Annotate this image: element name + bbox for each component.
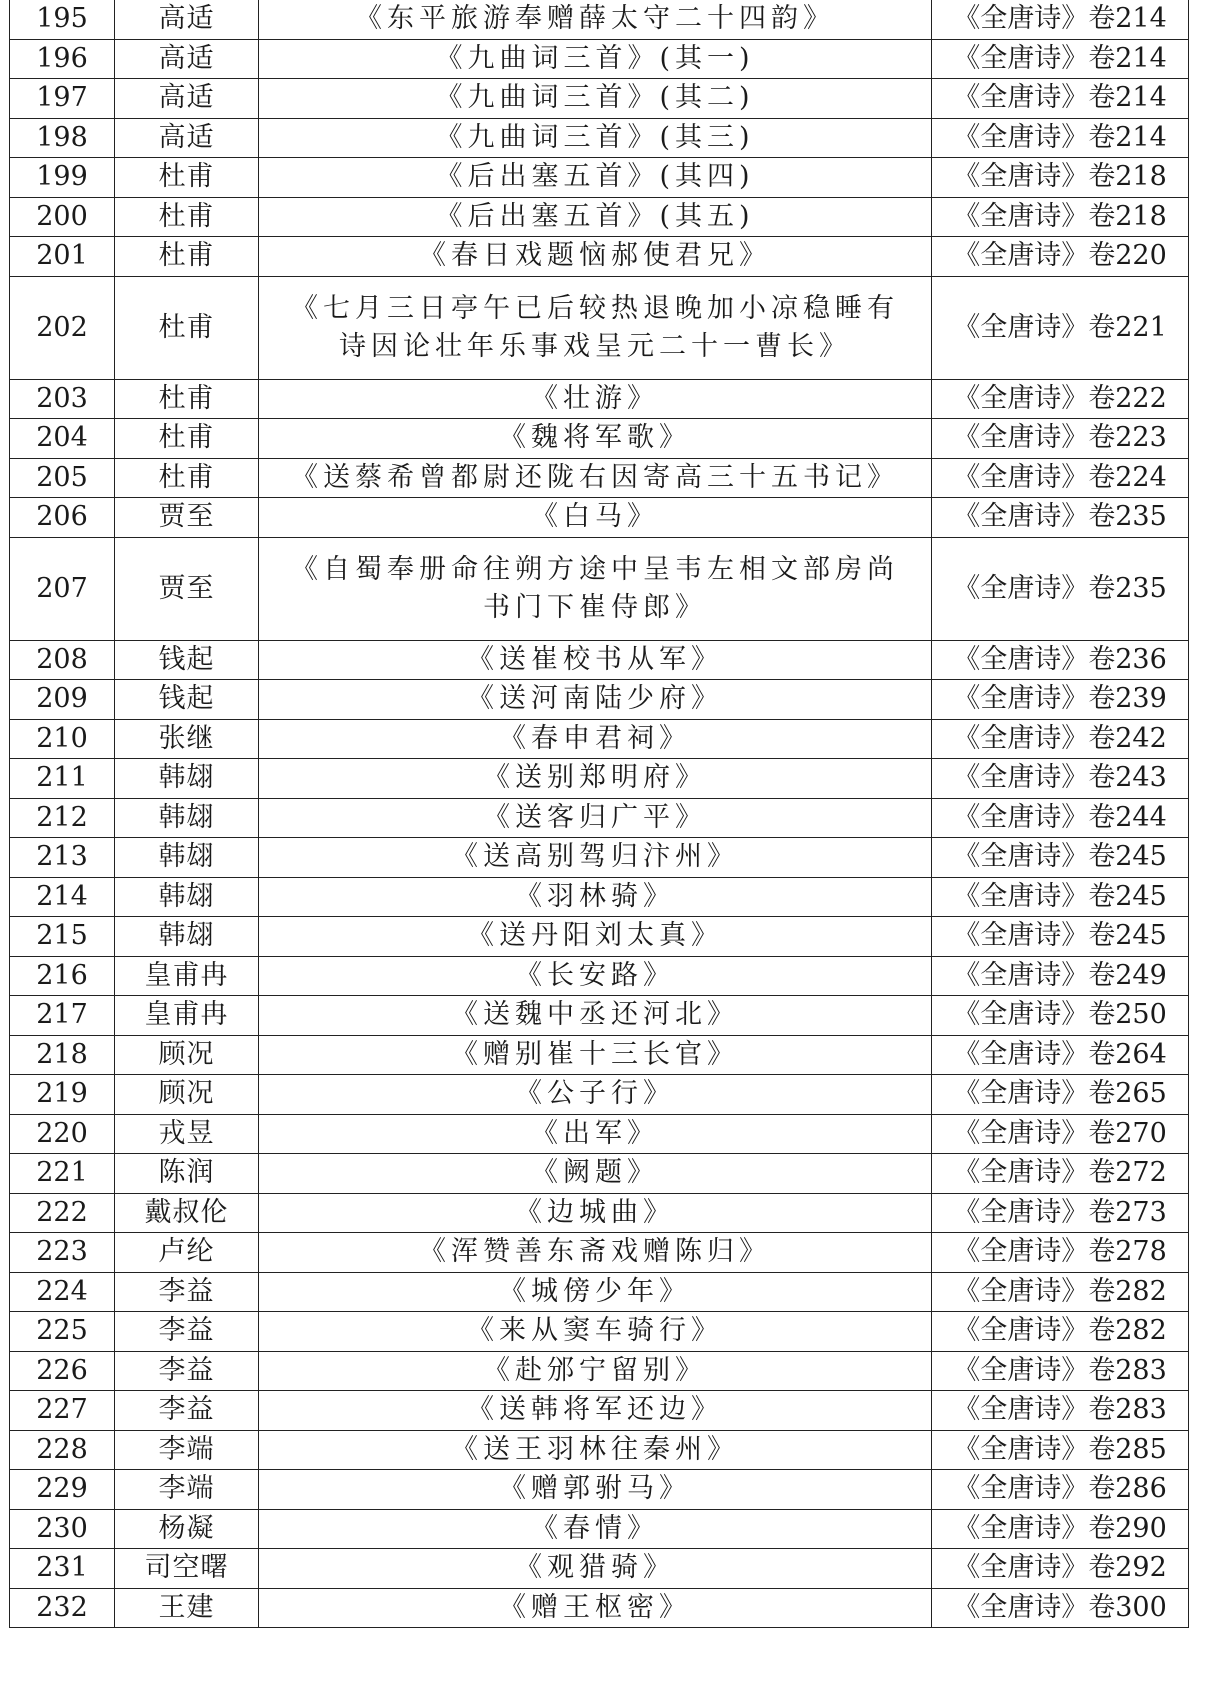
table-row	[10, 1312, 1189, 1352]
source-cell: 《全唐诗》卷249	[932, 956, 1189, 996]
row-number-cell: 201	[10, 237, 115, 277]
row-number-cell: 203	[10, 379, 115, 419]
source-cell: 《全唐诗》卷244	[932, 798, 1189, 838]
author-cell: 杜甫	[115, 419, 259, 459]
table-row	[10, 996, 1189, 1036]
author-cell: 皇甫冉	[115, 996, 259, 1036]
author-cell: 顾况	[115, 1075, 259, 1115]
table-row	[10, 1272, 1189, 1312]
table-row	[10, 1549, 1189, 1589]
poem-title-cell: 《送高别驾归汴州》	[259, 838, 932, 878]
source-cell: 《全唐诗》卷285	[932, 1430, 1189, 1470]
source-cell: 《全唐诗》卷300	[932, 1588, 1189, 1628]
source-cell: 《全唐诗》卷242	[932, 719, 1189, 759]
poem-title-cell: 《送蔡希曾都尉还陇右因寄高三十五书记》	[259, 458, 932, 498]
source-cell: 《全唐诗》卷221	[932, 276, 1189, 379]
poem-title-cell: 《白马》	[259, 498, 932, 538]
row-number-cell: 226	[10, 1351, 115, 1391]
table-row	[10, 276, 1189, 379]
source-cell: 《全唐诗》卷273	[932, 1193, 1189, 1233]
source-cell: 《全唐诗》卷236	[932, 640, 1189, 680]
row-number-cell: 205	[10, 458, 115, 498]
row-number-cell: 198	[10, 118, 115, 158]
author-cell: 李端	[115, 1430, 259, 1470]
author-cell: 李益	[115, 1351, 259, 1391]
table-row	[10, 0, 1189, 39]
poem-title-cell: 《壮游》	[259, 379, 932, 419]
source-cell: 《全唐诗》卷264	[932, 1035, 1189, 1075]
poem-title-cell: 《送丹阳刘太真》	[259, 917, 932, 957]
row-number-cell: 202	[10, 276, 115, 379]
row-number-cell: 212	[10, 798, 115, 838]
author-cell: 高适	[115, 39, 259, 79]
source-cell: 《全唐诗》卷235	[932, 537, 1189, 640]
source-cell: 《全唐诗》卷283	[932, 1351, 1189, 1391]
source-cell: 《全唐诗》卷222	[932, 379, 1189, 419]
source-cell: 《全唐诗》卷235	[932, 498, 1189, 538]
poem-title-cell: 《后出塞五首》(其四)	[259, 158, 932, 198]
row-number-cell: 211	[10, 759, 115, 799]
table-row	[10, 1509, 1189, 1549]
table-row	[10, 1470, 1189, 1510]
row-number-cell: 200	[10, 197, 115, 237]
source-cell: 《全唐诗》卷218	[932, 197, 1189, 237]
poem-title-cell: 《送魏中丞还河北》	[259, 996, 932, 1036]
row-number-cell: 215	[10, 917, 115, 957]
poem-title-cell: 《后出塞五首》(其五)	[259, 197, 932, 237]
poem-title-cell: 《送王羽林往秦州》	[259, 1430, 932, 1470]
poem-title-cell: 《九曲词三首》(其三)	[259, 118, 932, 158]
author-cell: 杜甫	[115, 379, 259, 419]
table-row	[10, 1430, 1189, 1470]
source-cell: 《全唐诗》卷224	[932, 458, 1189, 498]
table-row	[10, 1391, 1189, 1431]
author-cell: 贾至	[115, 498, 259, 538]
table-row	[10, 79, 1189, 119]
poem-title-cell: 《赴邠宁留别》	[259, 1351, 932, 1391]
poem-title-cell: 《东平旅游奉赠薛太守二十四韵》	[259, 0, 932, 39]
author-cell: 李益	[115, 1391, 259, 1431]
row-number-cell: 196	[10, 39, 115, 79]
source-cell: 《全唐诗》卷286	[932, 1470, 1189, 1510]
poem-title-cell: 《九曲词三首》(其一)	[259, 39, 932, 79]
table-row	[10, 759, 1189, 799]
table-row	[10, 838, 1189, 878]
author-cell: 皇甫冉	[115, 956, 259, 996]
author-cell: 高适	[115, 79, 259, 119]
author-cell: 高适	[115, 0, 259, 39]
source-cell: 《全唐诗》卷250	[932, 996, 1189, 1036]
row-number-cell: 225	[10, 1312, 115, 1352]
source-cell: 《全唐诗》卷214	[932, 39, 1189, 79]
source-cell: 《全唐诗》卷245	[932, 838, 1189, 878]
poem-title-cell: 《来从窦车骑行》	[259, 1312, 932, 1352]
source-cell: 《全唐诗》卷245	[932, 877, 1189, 917]
poem-title-cell: 《赠郭驸马》	[259, 1470, 932, 1510]
poem-title-cell: 《长安路》	[259, 956, 932, 996]
table-row	[10, 118, 1189, 158]
author-cell: 杨凝	[115, 1509, 259, 1549]
poem-title-cell: 《七月三日亭午已后较热退晚加小凉稳睡有诗因论壮年乐事戏呈元二十一曹长》	[259, 276, 932, 379]
table-row	[10, 1351, 1189, 1391]
row-number-cell: 218	[10, 1035, 115, 1075]
poem-index-table	[9, 0, 1189, 1628]
author-cell: 钱起	[115, 680, 259, 720]
author-cell: 李益	[115, 1272, 259, 1312]
table-row	[10, 956, 1189, 996]
row-number-cell: 217	[10, 996, 115, 1036]
row-number-cell: 219	[10, 1075, 115, 1115]
row-number-cell: 209	[10, 680, 115, 720]
row-number-cell: 232	[10, 1588, 115, 1628]
row-number-cell: 216	[10, 956, 115, 996]
row-number-cell: 213	[10, 838, 115, 878]
table-row	[10, 379, 1189, 419]
author-cell: 戴叔伦	[115, 1193, 259, 1233]
row-number-cell: 228	[10, 1430, 115, 1470]
poem-title-cell: 《赠别崔十三长官》	[259, 1035, 932, 1075]
table-row	[10, 1114, 1189, 1154]
row-number-cell: 231	[10, 1549, 115, 1589]
source-cell: 《全唐诗》卷245	[932, 917, 1189, 957]
author-cell: 高适	[115, 118, 259, 158]
table-row	[10, 640, 1189, 680]
poem-title-cell: 《公子行》	[259, 1075, 932, 1115]
row-number-cell: 214	[10, 877, 115, 917]
table-row	[10, 798, 1189, 838]
poem-title-cell: 《春日戏题恼郝使君兄》	[259, 237, 932, 277]
poem-title-cell: 《阙题》	[259, 1154, 932, 1194]
poem-title-cell: 《城傍少年》	[259, 1272, 932, 1312]
poem-title-cell: 《魏将军歌》	[259, 419, 932, 459]
table-row	[10, 1075, 1189, 1115]
author-cell: 陈润	[115, 1154, 259, 1194]
table-row	[10, 877, 1189, 917]
source-cell: 《全唐诗》卷243	[932, 759, 1189, 799]
author-cell: 戎昱	[115, 1114, 259, 1154]
table-row	[10, 1193, 1189, 1233]
table-row	[10, 1233, 1189, 1273]
table-row	[10, 537, 1189, 640]
poem-title-cell: 《九曲词三首》(其二)	[259, 79, 932, 119]
table-row	[10, 39, 1189, 79]
author-cell: 贾至	[115, 537, 259, 640]
source-cell: 《全唐诗》卷214	[932, 0, 1189, 39]
author-cell: 韩翃	[115, 759, 259, 799]
source-cell: 《全唐诗》卷265	[932, 1075, 1189, 1115]
author-cell: 杜甫	[115, 276, 259, 379]
source-cell: 《全唐诗》卷214	[932, 79, 1189, 119]
table-row	[10, 1035, 1189, 1075]
row-number-cell: 195	[10, 0, 115, 39]
author-cell: 李端	[115, 1470, 259, 1510]
author-cell: 司空曙	[115, 1549, 259, 1589]
author-cell: 杜甫	[115, 458, 259, 498]
table-row	[10, 419, 1189, 459]
poem-title-cell: 《自蜀奉册命往朔方途中呈韦左相文部房尚书门下崔侍郎》	[259, 537, 932, 640]
source-cell: 《全唐诗》卷278	[932, 1233, 1189, 1273]
author-cell: 王建	[115, 1588, 259, 1628]
table-row	[10, 197, 1189, 237]
source-cell: 《全唐诗》卷218	[932, 158, 1189, 198]
table-row	[10, 158, 1189, 198]
poem-title-cell: 《出军》	[259, 1114, 932, 1154]
table-row	[10, 680, 1189, 720]
row-number-cell: 229	[10, 1470, 115, 1510]
author-cell: 顾况	[115, 1035, 259, 1075]
table-row	[10, 237, 1189, 277]
row-number-cell: 199	[10, 158, 115, 198]
source-cell: 《全唐诗》卷282	[932, 1272, 1189, 1312]
poem-title-cell: 《送韩将军还边》	[259, 1391, 932, 1431]
row-number-cell: 197	[10, 79, 115, 119]
poem-table-body	[10, 0, 1189, 1628]
poem-title-cell: 《边城曲》	[259, 1193, 932, 1233]
row-number-cell: 227	[10, 1391, 115, 1431]
author-cell: 韩翃	[115, 838, 259, 878]
source-cell: 《全唐诗》卷220	[932, 237, 1189, 277]
row-number-cell: 230	[10, 1509, 115, 1549]
source-cell: 《全唐诗》卷272	[932, 1154, 1189, 1194]
author-cell: 卢纶	[115, 1233, 259, 1273]
row-number-cell: 221	[10, 1154, 115, 1194]
table-row	[10, 917, 1189, 957]
source-cell: 《全唐诗》卷239	[932, 680, 1189, 720]
author-cell: 杜甫	[115, 237, 259, 277]
author-cell: 杜甫	[115, 158, 259, 198]
author-cell: 钱起	[115, 640, 259, 680]
author-cell: 韩翃	[115, 798, 259, 838]
row-number-cell: 224	[10, 1272, 115, 1312]
table-row	[10, 719, 1189, 759]
source-cell: 《全唐诗》卷282	[932, 1312, 1189, 1352]
source-cell: 《全唐诗》卷292	[932, 1549, 1189, 1589]
poem-title-cell: 《送河南陆少府》	[259, 680, 932, 720]
table-row	[10, 458, 1189, 498]
poem-title-cell: 《春申君祠》	[259, 719, 932, 759]
row-number-cell: 208	[10, 640, 115, 680]
poem-title-cell: 《春情》	[259, 1509, 932, 1549]
poem-title-cell: 《羽林骑》	[259, 877, 932, 917]
row-number-cell: 222	[10, 1193, 115, 1233]
table-row	[10, 1588, 1189, 1628]
source-cell: 《全唐诗》卷283	[932, 1391, 1189, 1431]
author-cell: 李益	[115, 1312, 259, 1352]
row-number-cell: 207	[10, 537, 115, 640]
poem-title-cell: 《送崔校书从军》	[259, 640, 932, 680]
poem-title-cell: 《赠王枢密》	[259, 1588, 932, 1628]
poem-title-cell: 《送客归广平》	[259, 798, 932, 838]
row-number-cell: 223	[10, 1233, 115, 1273]
author-cell: 韩翃	[115, 877, 259, 917]
row-number-cell: 206	[10, 498, 115, 538]
author-cell: 韩翃	[115, 917, 259, 957]
row-number-cell: 210	[10, 719, 115, 759]
source-cell: 《全唐诗》卷270	[932, 1114, 1189, 1154]
source-cell: 《全唐诗》卷214	[932, 118, 1189, 158]
table-row	[10, 498, 1189, 538]
source-cell: 《全唐诗》卷290	[932, 1509, 1189, 1549]
poem-title-cell: 《观猎骑》	[259, 1549, 932, 1589]
author-cell: 张继	[115, 719, 259, 759]
row-number-cell: 204	[10, 419, 115, 459]
author-cell: 杜甫	[115, 197, 259, 237]
row-number-cell: 220	[10, 1114, 115, 1154]
table-row	[10, 1154, 1189, 1194]
poem-title-cell: 《送别郑明府》	[259, 759, 932, 799]
source-cell: 《全唐诗》卷223	[932, 419, 1189, 459]
poem-title-cell: 《浑赞善东斋戏赠陈归》	[259, 1233, 932, 1273]
